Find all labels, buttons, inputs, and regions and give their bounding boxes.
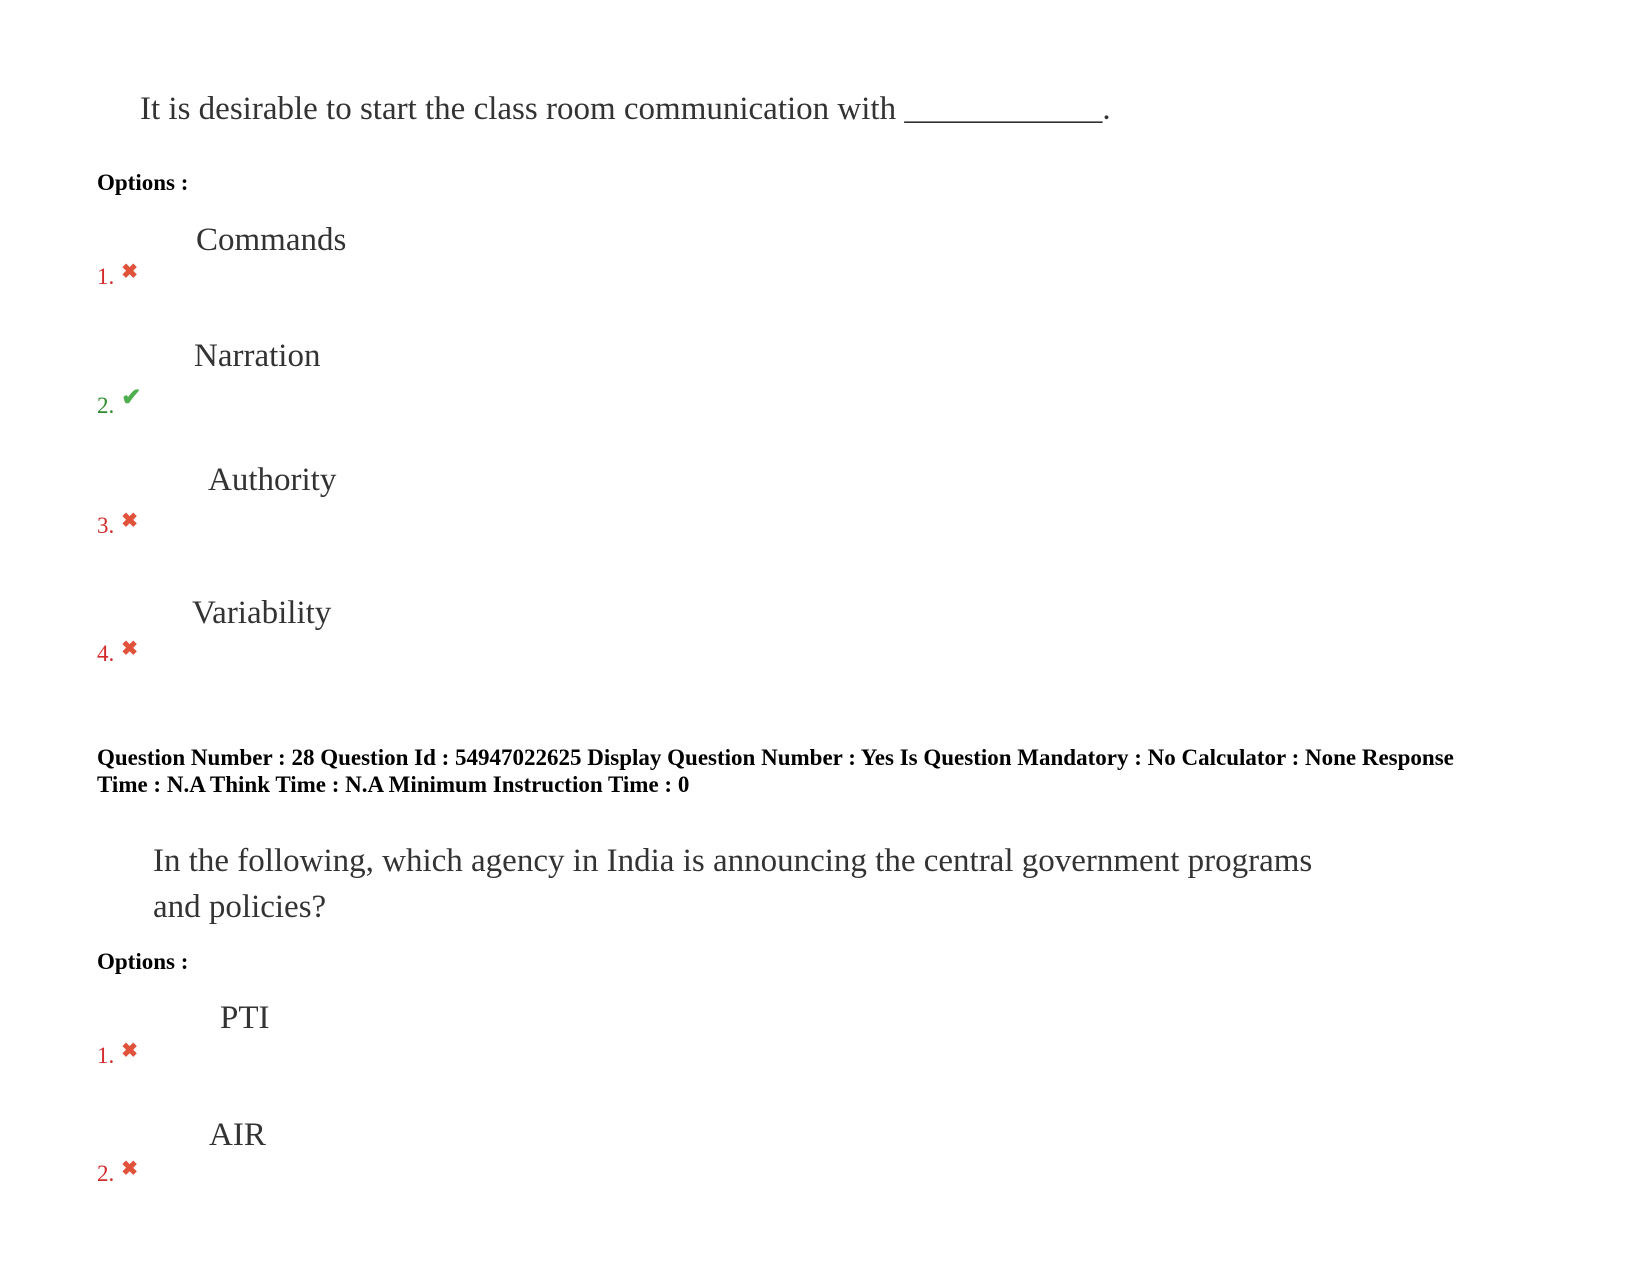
option-text: Narration xyxy=(194,338,321,374)
cross-icon: ✖ xyxy=(121,638,139,660)
option-number: 1. ✖ xyxy=(97,261,139,289)
option-number: 4. ✖ xyxy=(97,638,139,666)
option-text: AIR xyxy=(209,1117,266,1153)
option-number: 2. ✔ xyxy=(97,385,142,418)
cross-icon: ✖ xyxy=(121,261,139,283)
option-text: Authority xyxy=(208,462,337,498)
option-text: PTI xyxy=(220,1000,270,1036)
options-label: Options : xyxy=(97,170,189,195)
option-text: Commands xyxy=(196,222,347,258)
question-1-text: It is desirable to start the class room communication with ____________. xyxy=(140,91,1111,127)
options-label: Options : xyxy=(97,949,189,974)
option-number: 1. ✖ xyxy=(97,1040,139,1068)
option-number: 3. ✖ xyxy=(97,510,139,538)
cross-icon: ✖ xyxy=(121,510,139,532)
cross-icon: ✖ xyxy=(121,1040,139,1062)
cross-icon: ✖ xyxy=(121,1158,139,1180)
option-number: 2. ✖ xyxy=(97,1158,139,1186)
question-2-text: In the following, which agency in India is announcing the central government programs and policies? xyxy=(153,843,1313,925)
option-text: Variability xyxy=(192,595,332,631)
check-icon: ✔ xyxy=(121,385,142,411)
question-meta: Question Number : 28 Question Id : 54947022625 Display Question Number : Yes Is Question Mandatory : No Calculator : None Response Time : N.A Think Time : N.A Minimum Instruction Time : 0 xyxy=(97,745,1454,797)
